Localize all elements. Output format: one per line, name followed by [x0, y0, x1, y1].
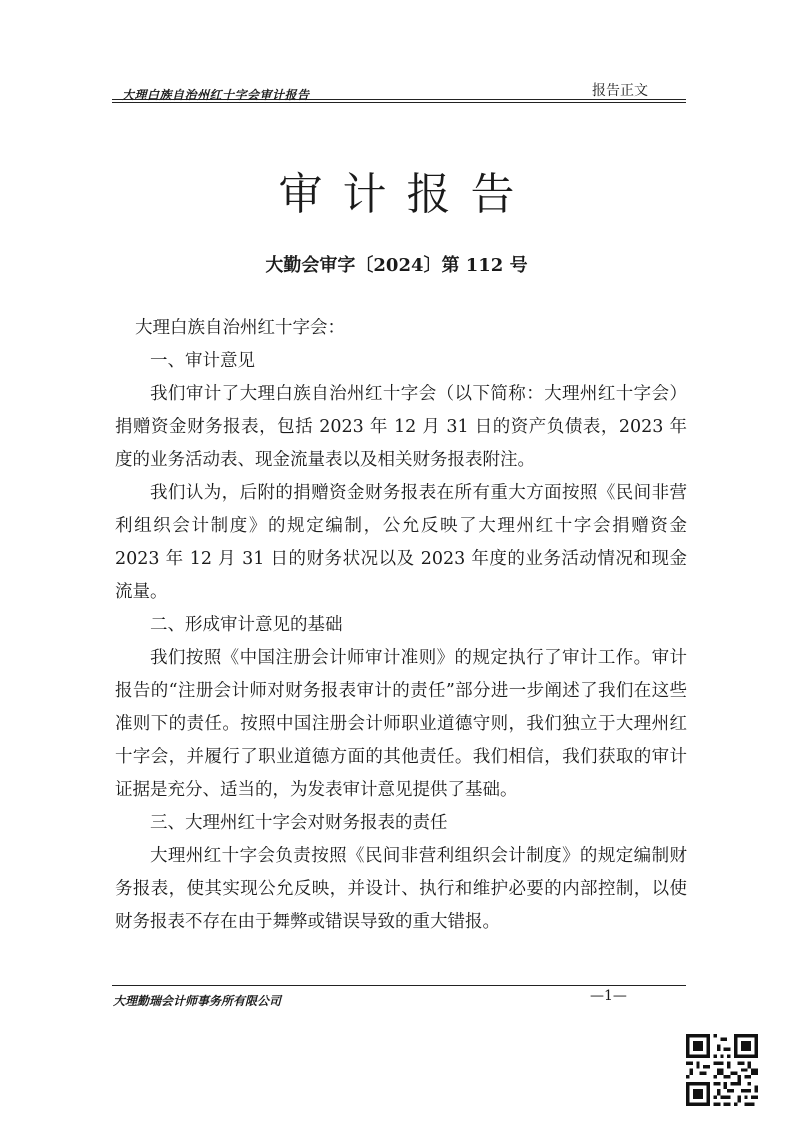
page-number: —1— [590, 988, 627, 1004]
header-rule [112, 99, 686, 100]
paragraph: 我们认为，后附的捐赠资金财务报表在所有重大方面按照《民间非营利组织会计制度》的规定编制，公允反映了大理州红十字会捐赠资金 2023 年 12 月 31 日的财务状况以及 2023 年度的业务活动情况和现金流量。 [115, 483, 687, 602]
paragraph: 我们按照《中国注册会计师审计准则》的规定执行了审计工作。审计报告的“注册会计师对财务报表审计的责任”部分进一步阐述了我们在这些准则下的责任。按照中国注册会计师职业道德守则，我们独立于大理州红十字会，并履行了职业道德方面的其他责任。我们相信，我们获取的审计证据是充分、适当的，为发表审计意见提供了基础。 [115, 648, 687, 800]
section-heading-opinion: 一、审计意见 [150, 351, 255, 371]
header-report-name: 大理白族自治州红十字会审计报告 [122, 88, 310, 102]
section-heading-responsibility: 三、大理州红十字会对财务报表的责任 [150, 813, 448, 833]
reference-number: 大勤会审字〔2024〕第 112 号 [265, 255, 528, 276]
paragraph: 我们审计了大理白族自治州红十字会（以下简称：大理州红十字会）捐赠资金财务报表，包括 2023 年 12 月 31 日的资产负债表，2023 年度的业务活动表、现金流量表以及相关财务报表附注。 [115, 384, 687, 470]
section-heading-basis: 二、形成审计意见的基础 [150, 615, 343, 635]
paragraph: 大理州红十字会负责按照《民间非营利组织会计制度》的规定编制财务报表，使其实现公允反映，并设计、执行和维护必要的内部控制，以使财务报表不存在由于舞弊或错误导致的重大错报。 [115, 846, 687, 932]
header-rule-thin [112, 102, 686, 103]
page-title: 审计报告 [278, 169, 535, 220]
qr-code-icon [686, 1034, 758, 1106]
salutation: 大理白族自治州红十字会： [135, 318, 345, 338]
report-body [115, 312, 687, 939]
footer-firm-name: 大理勤瑞会计师事务所有限公司 [113, 994, 282, 1008]
footer-rule [112, 985, 686, 986]
header-section-label: 报告正文 [592, 83, 648, 99]
